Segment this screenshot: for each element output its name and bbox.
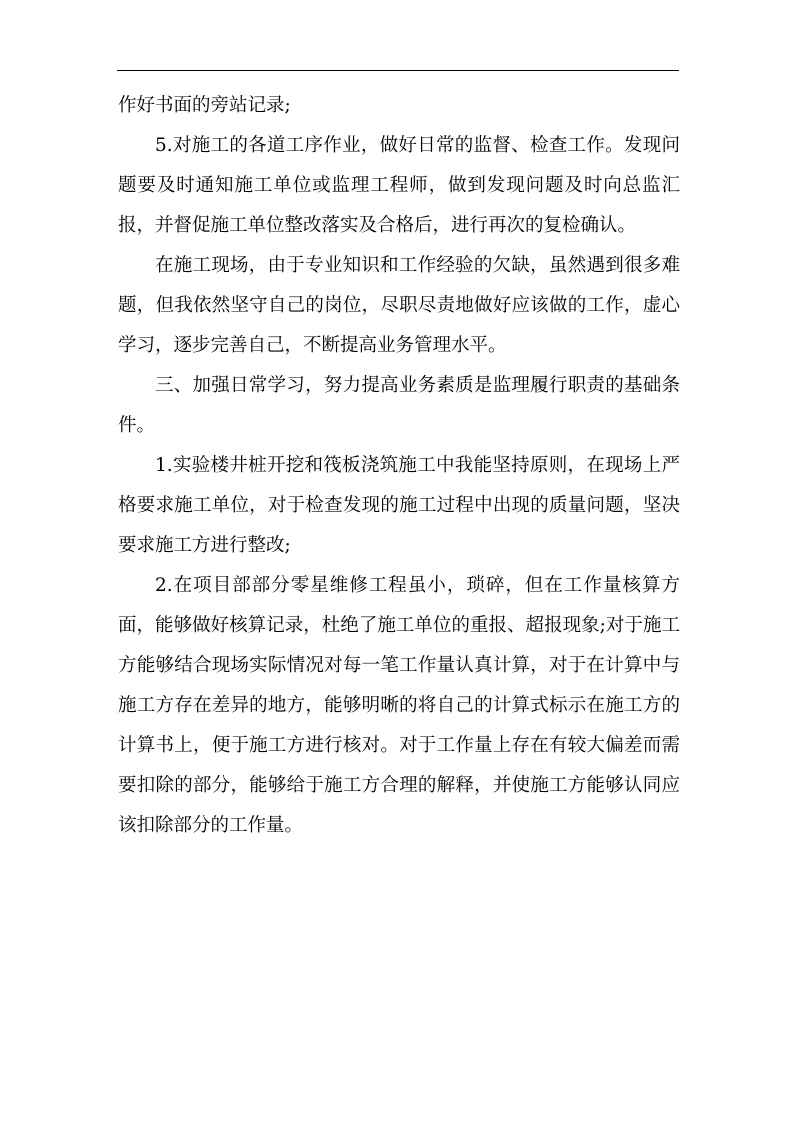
document-body <box>118 86 680 846</box>
section-heading-3: 三、加强日常学习，努力提高业务素质是监理履行职责的基础条件。 <box>118 375 680 436</box>
paragraph-continuation: 作好书面的旁站记录; <box>118 95 291 116</box>
header-rule <box>117 70 679 71</box>
paragraph-item-2: 2.在项目部部分零星维修工程虽小，琐碎，但在工作量核算方面，能够做好核算记录，杜绝了施工单位的重报、超报现象;对于施工方能够结合现场实际情况对每一笔工作量认真计算，对于在计算中与施工方存在差异的地方，能够明晰的将自己的计算式标示在施工方的计算书上，便于施工方进行核对。对于工作量上存在有较大偏差而需要扣除的部分，能够给于施工方合理的解释，并使施工方能够认同应该扣除部分的工作量。 <box>118 575 680 836</box>
paragraph-item-1: 1.实验楼井桩开挖和筏板浇筑施工中我能坚持原则，在现场上严格要求施工单位，对于检查发现的施工过程中出现的质量问题，坚决要求施工方进行整改; <box>118 455 680 556</box>
paragraph-item-5: 5.对施工的各道工序作业，做好日常的监督、检查工作。发现问题要及时通知施工单位或监理工程师，做到发现问题及时向总监汇报，并督促施工单位整改落实及合格后，进行再次的复检确认。 <box>118 135 680 236</box>
paragraph-site-work: 在施工现场，由于专业知识和工作经验的欠缺，虽然遇到很多难题，但我依然坚守自己的岗位，尽职尽责地做好应该做的工作，虚心学习，逐步完善自己，不断提高业务管理水平。 <box>118 255 680 356</box>
